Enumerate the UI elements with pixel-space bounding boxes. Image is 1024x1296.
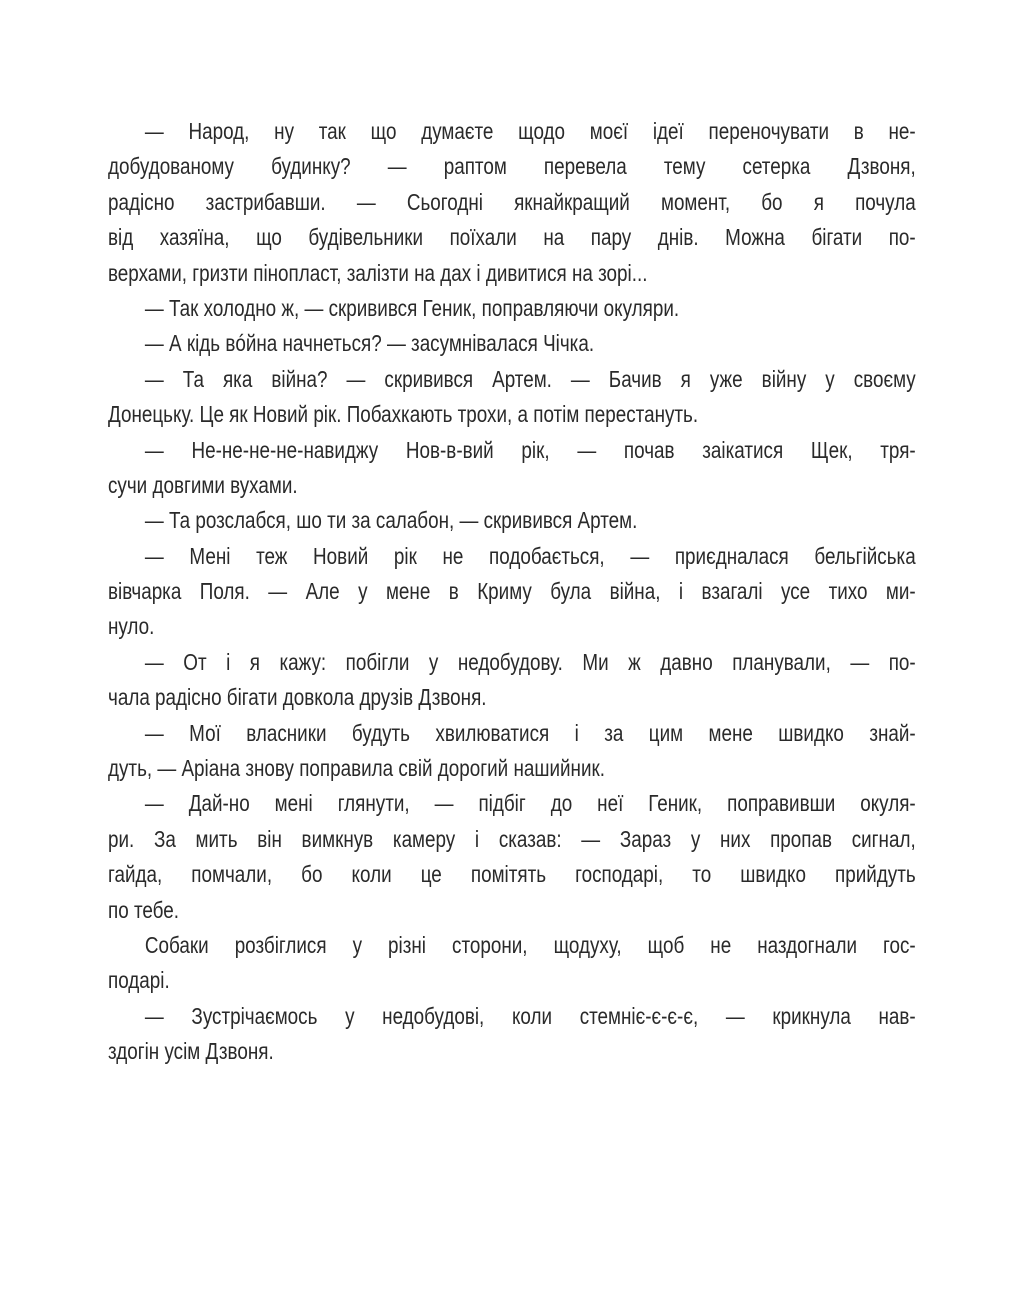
text-line: верхами, гризти пінопласт, залізти на дах і дивитися на зорі... xyxy=(108,259,648,286)
book-page-text xyxy=(108,114,916,1070)
text-line: по тебе. xyxy=(108,896,179,923)
text-line: — Не-не-не-не-навиджу Нов-в-вий рік, — почав заікатися Щек, тря- xyxy=(144,436,916,463)
text-line: — От і я кажу: побігли у недобудову. Ми ж давно планували, — по- xyxy=(144,648,916,675)
text-line: здогін усім Дзвоня. xyxy=(108,1038,274,1065)
text-line: нуло. xyxy=(108,613,155,640)
text-line: — Народ, ну так що думаєте щодо моєї ідеї переночувати в не- xyxy=(144,118,916,144)
text-line: дуть, — Аріана знову поправила свій дорогий нашийник. xyxy=(108,755,606,782)
text-line: від хазяїна, що будівельники поїхали на пару днів. Можна бігати по- xyxy=(108,224,916,251)
text-line: — Та розслабся, шо ти за салабон, — скривився Артем. xyxy=(144,507,638,534)
text-line: вівчарка Поля. — Але у мене в Криму була війна, і взагалі усе тихо ми- xyxy=(108,578,916,605)
text-line: радісно застрибавши. — Сьогодні якнайкращий момент, бо я почула xyxy=(108,188,916,215)
text-line: гайда, помчали, бо коли це помітять господарі, то швидко прийдуть xyxy=(108,861,916,888)
text-line: Донецьку. Це як Новий рік. Побахкають трохи, а потім перестануть. xyxy=(108,401,699,428)
text-line: Собаки розбіглися у різні сторони, щодуху, щоб не наздогнали гос- xyxy=(144,931,916,958)
text-line: — Зустрічаємось у недобудові, коли стемніє-є-є-є, — крикнула нав- xyxy=(144,1002,916,1029)
text-line: — Мені теж Новий рік не подобається, — приєдналася бельгійська xyxy=(144,542,916,569)
text-line: — Дай-но мені глянути, — підбіг до неї Геник, поправивши окуля- xyxy=(144,790,916,817)
text-line: — А кідь вóйна начнеться? — засумнівалася Чічка. xyxy=(144,330,595,357)
text-line: — Так холодно ж, — скривився Геник, поправляючи окуляри. xyxy=(144,294,680,321)
text-line: подарі. xyxy=(108,967,170,994)
text-line: ри. За мить він вимкнув камеру і сказав: — Зараз у них пропав сигнал, xyxy=(108,825,916,852)
text-line: сучи довгими вухами. xyxy=(108,471,298,498)
text-line: добудованому будинку? — раптом перевела тему сетерка Дзвоня, xyxy=(108,153,916,180)
text-line: чала радісно бігати довкола друзів Дзвоня. xyxy=(108,684,487,711)
text-line: — Та яка війна? — скривився Артем. — Бачив я уже війну у своєму xyxy=(144,365,916,392)
text-line: — Мої власники будуть хвилюватися і за цим мене швидко знай- xyxy=(144,719,916,746)
